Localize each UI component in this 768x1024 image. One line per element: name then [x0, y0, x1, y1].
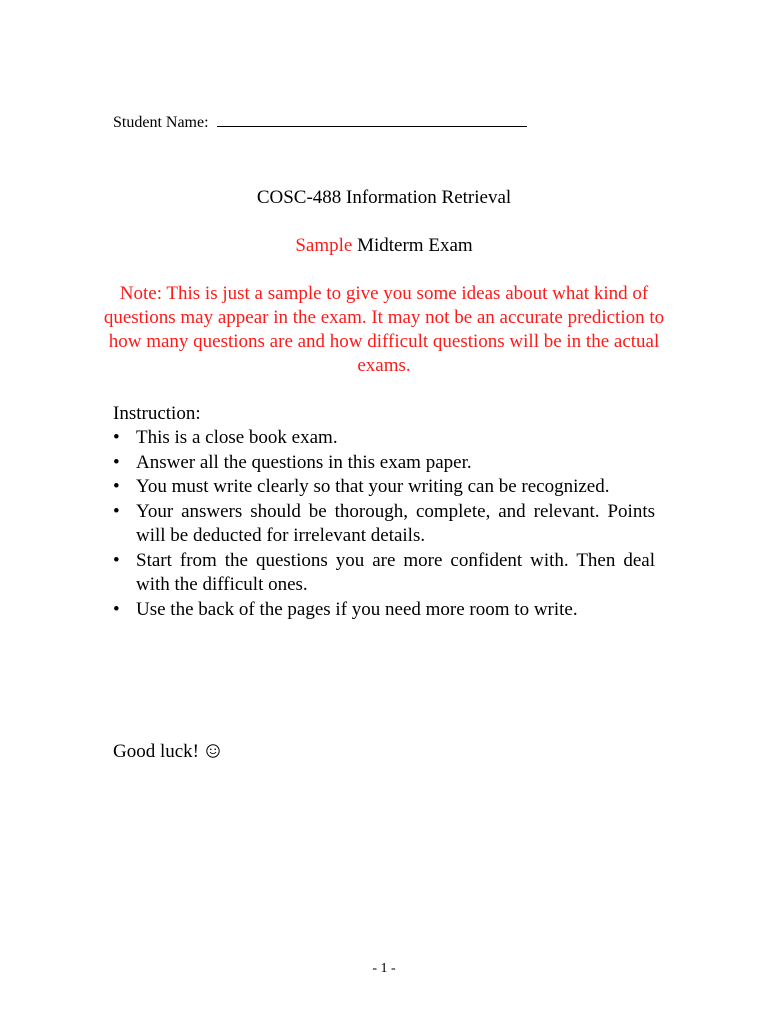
bullet-icon: • — [113, 476, 120, 497]
good-luck-text: Good luck! — [113, 741, 204, 762]
instruction-list — [113, 426, 655, 622]
exam-title-sample-word: Sample — [295, 235, 353, 256]
smiley-face-icon — [206, 744, 220, 758]
instruction-item — [113, 451, 655, 476]
bullet-icon: • — [113, 549, 120, 571]
bullet-icon: • — [113, 427, 120, 448]
instruction-text: Start from the questions you are more confident with. Then deal with the difficult ones. — [136, 549, 655, 595]
student-name-label: Student Name: — [113, 114, 209, 131]
bullet-icon: • — [113, 500, 120, 522]
instruction-text: You must write clearly so that your writing can be recognized. — [136, 476, 610, 497]
instruction-item — [113, 500, 655, 549]
page-number: - 1 - — [372, 961, 396, 976]
instruction-text: This is a close book exam. — [136, 427, 338, 448]
instruction-text: Use the back of the pages if you need more room to write. — [136, 598, 578, 620]
course-title: COSC-488 Information Retrieval — [256, 187, 512, 208]
instruction-item — [113, 426, 655, 451]
exam-title-rest: Midterm Exam — [352, 235, 473, 256]
good-luck-message — [113, 740, 220, 764]
sample-disclaimer-note: Note: This is just a sample to give you some ideas about what kind of questions may appear in the exam. It may not be an accurate prediction to how many questions are and how difficult questions will be in the actual exams. — [103, 283, 665, 376]
bullet-icon: • — [113, 451, 120, 473]
bullet-icon: • — [113, 598, 120, 620]
student-name-row — [113, 112, 527, 133]
instruction-item — [113, 475, 655, 500]
instruction-text: Your answers should be thorough, complete, and relevant. Points will be deducted for irrelevant details. — [136, 500, 655, 546]
instruction-heading: Instruction: — [113, 403, 201, 424]
exam-title — [0, 234, 768, 258]
student-name-blank-line — [217, 112, 527, 127]
instruction-text: Answer all the questions in this exam paper. — [136, 451, 472, 473]
instruction-item — [113, 598, 655, 623]
instruction-item — [113, 549, 655, 598]
